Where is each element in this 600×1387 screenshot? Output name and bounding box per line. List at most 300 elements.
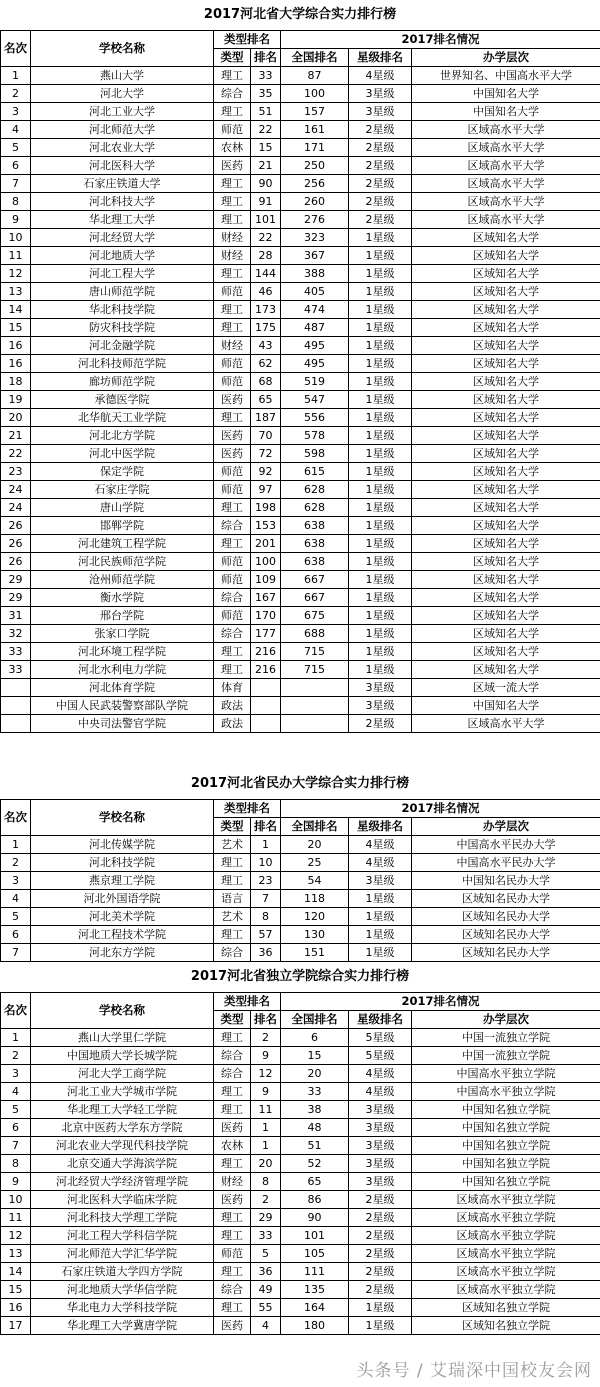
cell-school-name: 河北美术学院: [31, 908, 214, 926]
cell-school-name: 廊坊师范学院: [31, 373, 214, 391]
table-row: [1, 836, 600, 854]
cell-school-name: 华北科技学院: [31, 301, 214, 319]
cell-school-name: 邯郸学院: [31, 517, 214, 535]
cell-type-rank: 9: [251, 1047, 281, 1065]
cell-type: 艺术: [214, 836, 251, 854]
cell-type-rank: 43: [251, 337, 281, 355]
cell-star-rank: 2星级: [349, 121, 412, 139]
cell-star-rank: 2星级: [349, 715, 412, 733]
cell-school-name: 河北水利电力学院: [31, 661, 214, 679]
cell-star-rank: 1星级: [349, 1299, 412, 1317]
cell-rank: 7: [1, 175, 31, 193]
cell-star-rank: 1星级: [349, 301, 412, 319]
header-national-rank: 全国排名: [281, 1011, 349, 1029]
cell-type-rank: 11: [251, 1101, 281, 1119]
cell-school-name: 河北经贸大学: [31, 229, 214, 247]
table-row: [1, 607, 600, 625]
cell-star-rank: 1星级: [349, 463, 412, 481]
table-row: [1, 854, 600, 872]
cell-national-rank: 715: [281, 661, 349, 679]
cell-level: 区域知名大学: [412, 589, 600, 607]
cell-level: 中国一流独立学院: [412, 1047, 600, 1065]
cell-rank: 31: [1, 607, 31, 625]
table-row: [1, 571, 600, 589]
cell-national-rank: 628: [281, 481, 349, 499]
cell-type-rank: 36: [251, 1263, 281, 1281]
cell-school-name: 河北环境工程学院: [31, 643, 214, 661]
cell-rank: 12: [1, 265, 31, 283]
cell-type-rank: 46: [251, 283, 281, 301]
ranking-table: [0, 799, 600, 962]
cell-star-rank: 1星级: [349, 571, 412, 589]
cell-type: 综合: [214, 85, 251, 103]
cell-rank: 15: [1, 1281, 31, 1299]
cell-level: 区域知名大学: [412, 427, 600, 445]
cell-type: 理工: [214, 1263, 251, 1281]
cell-type-rank: 33: [251, 1227, 281, 1245]
table-row: [1, 319, 600, 337]
cell-national-rank: 20: [281, 836, 349, 854]
table-row: [1, 1245, 600, 1263]
cell-type: 理工: [214, 499, 251, 517]
cell-type-rank: [251, 679, 281, 697]
cell-school-name: 华北理工大学轻工学院: [31, 1101, 214, 1119]
cell-star-rank: 2星级: [349, 1263, 412, 1281]
table-row: [1, 337, 600, 355]
cell-star-rank: 1星级: [349, 445, 412, 463]
table-row: [1, 517, 600, 535]
cell-star-rank: 3星级: [349, 697, 412, 715]
cell-type-rank: 175: [251, 319, 281, 337]
table-row: [1, 926, 600, 944]
header-type-ranking: 类型排名: [214, 993, 281, 1011]
cell-level: 区域知名大学: [412, 283, 600, 301]
cell-school-name: 河北师范大学: [31, 121, 214, 139]
table-row: [1, 211, 600, 229]
cell-type-rank: 1: [251, 836, 281, 854]
cell-level: 区域知名民办大学: [412, 926, 600, 944]
cell-type-rank: 33: [251, 67, 281, 85]
cell-star-rank: 1星级: [349, 553, 412, 571]
cell-type: 理工: [214, 301, 251, 319]
cell-level: 中国知名独立学院: [412, 1137, 600, 1155]
cell-type: 理工: [214, 103, 251, 121]
cell-national-rank: 556: [281, 409, 349, 427]
cell-type: 师范: [214, 463, 251, 481]
table-row: [1, 265, 600, 283]
cell-school-name: 河北大学: [31, 85, 214, 103]
table-row: [1, 679, 600, 697]
table-title: 2017河北省大学综合实力排行榜: [203, 7, 397, 22]
cell-star-rank: 1星级: [349, 409, 412, 427]
cell-type: 医药: [214, 427, 251, 445]
cell-level: 区域知名大学: [412, 247, 600, 265]
cell-type: 财经: [214, 1173, 251, 1191]
header-school-name: 学校名称: [31, 993, 214, 1029]
cell-type: 理工: [214, 1101, 251, 1119]
table-row: [1, 301, 600, 319]
cell-rank: 26: [1, 535, 31, 553]
cell-type-rank: 70: [251, 427, 281, 445]
cell-school-name: 河北中医学院: [31, 445, 214, 463]
cell-national-rank: 33: [281, 1083, 349, 1101]
cell-school-name: 河北医科大学临床学院: [31, 1191, 214, 1209]
table-row: [1, 715, 600, 733]
cell-type: 师范: [214, 571, 251, 589]
header-type: 类型: [214, 1011, 251, 1029]
cell-type-rank: 201: [251, 535, 281, 553]
cell-school-name: 河北科技师范学院: [31, 355, 214, 373]
cell-type: 综合: [214, 517, 251, 535]
table-row: [1, 697, 600, 715]
cell-type: 综合: [214, 1281, 251, 1299]
header-star-rank: 星级排名: [349, 1011, 412, 1029]
cell-school-name: 河北农业大学现代科技学院: [31, 1137, 214, 1155]
cell-type: 理工: [214, 409, 251, 427]
cell-type: 师范: [214, 121, 251, 139]
cell-national-rank: 111: [281, 1263, 349, 1281]
cell-type-rank: 22: [251, 229, 281, 247]
header-type-ranking: 类型排名: [214, 31, 281, 49]
cell-star-rank: 1星级: [349, 908, 412, 926]
cell-type-rank: 144: [251, 265, 281, 283]
header-type: 类型: [214, 818, 251, 836]
cell-type: 理工: [214, 67, 251, 85]
cell-rank: 10: [1, 1191, 31, 1209]
cell-level: 中国知名独立学院: [412, 1155, 600, 1173]
cell-level: 区域知名大学: [412, 391, 600, 409]
cell-star-rank: 1星级: [349, 391, 412, 409]
cell-star-rank: 1星级: [349, 373, 412, 391]
cell-rank: 7: [1, 944, 31, 962]
cell-school-name: 沧州师范学院: [31, 571, 214, 589]
cell-level: 区域知名民办大学: [412, 890, 600, 908]
cell-national-rank: 250: [281, 157, 349, 175]
cell-star-rank: 2星级: [349, 1245, 412, 1263]
cell-type-rank: 7: [251, 890, 281, 908]
cell-school-name: 衡水学院: [31, 589, 214, 607]
cell-rank: 9: [1, 1173, 31, 1191]
cell-school-name: 燕山大学: [31, 67, 214, 85]
cell-level: 区域高水平大学: [412, 211, 600, 229]
cell-level: 中国知名大学: [412, 103, 600, 121]
cell-school-name: 河北科技大学理工学院: [31, 1209, 214, 1227]
cell-type: 理工: [214, 1155, 251, 1173]
cell-school-name: 石家庄学院: [31, 481, 214, 499]
cell-star-rank: 3星级: [349, 872, 412, 890]
table-row: [1, 535, 600, 553]
cell-national-rank: 323: [281, 229, 349, 247]
cell-star-rank: 2星级: [349, 157, 412, 175]
cell-type-rank: 57: [251, 926, 281, 944]
cell-star-rank: 3星级: [349, 1119, 412, 1137]
cell-rank: 14: [1, 1263, 31, 1281]
cell-level: 区域高水平独立学院: [412, 1281, 600, 1299]
cell-rank: 3: [1, 1065, 31, 1083]
cell-type-rank: 49: [251, 1281, 281, 1299]
cell-type: 医药: [214, 157, 251, 175]
cell-star-rank: 1星级: [349, 944, 412, 962]
cell-school-name: 河北农业大学: [31, 139, 214, 157]
cell-type-rank: [251, 697, 281, 715]
cell-type-rank: 21: [251, 157, 281, 175]
cell-type: 综合: [214, 1065, 251, 1083]
cell-national-rank: 130: [281, 926, 349, 944]
table-row: [1, 1281, 600, 1299]
cell-rank: 15: [1, 319, 31, 337]
cell-school-name: 北京中医药大学东方学院: [31, 1119, 214, 1137]
cell-type-rank: 10: [251, 854, 281, 872]
cell-rank: 22: [1, 445, 31, 463]
cell-national-rank: 161: [281, 121, 349, 139]
cell-national-rank: 157: [281, 103, 349, 121]
cell-national-rank: 101: [281, 1227, 349, 1245]
cell-rank: 8: [1, 193, 31, 211]
table-row: [1, 409, 600, 427]
cell-type-rank: 2: [251, 1191, 281, 1209]
cell-type: 理工: [214, 1209, 251, 1227]
cell-rank: [1, 697, 31, 715]
cell-level: 区域知名大学: [412, 445, 600, 463]
cell-national-rank: 171: [281, 139, 349, 157]
cell-rank: 5: [1, 1101, 31, 1119]
cell-rank: 2: [1, 85, 31, 103]
cell-national-rank: 276: [281, 211, 349, 229]
cell-national-rank: 6: [281, 1029, 349, 1047]
cell-type-rank: 72: [251, 445, 281, 463]
cell-type: 财经: [214, 229, 251, 247]
cell-national-rank: 715: [281, 643, 349, 661]
header-2017-ranking: 2017排名情况: [281, 993, 600, 1011]
table-title: 2017河北省民办大学综合实力排行榜: [190, 776, 410, 791]
table-row: [1, 85, 600, 103]
cell-type: 理工: [214, 1299, 251, 1317]
table-title: 2017河北省独立学院综合实力排行榜: [190, 969, 410, 984]
cell-rank: 29: [1, 571, 31, 589]
cell-star-rank: 3星级: [349, 1137, 412, 1155]
cell-national-rank: 388: [281, 265, 349, 283]
cell-rank: 20: [1, 409, 31, 427]
cell-level: 区域知名大学: [412, 661, 600, 679]
cell-level: 区域知名大学: [412, 625, 600, 643]
cell-national-rank: [281, 715, 349, 733]
cell-school-name: 中国地质大学长城学院: [31, 1047, 214, 1065]
cell-rank: 3: [1, 103, 31, 121]
cell-star-rank: 1星级: [349, 283, 412, 301]
cell-type: 师范: [214, 1245, 251, 1263]
cell-national-rank: 51: [281, 1137, 349, 1155]
cell-type-rank: 2: [251, 1029, 281, 1047]
table-row: [1, 1047, 600, 1065]
table-row: [1, 499, 600, 517]
cell-rank: 17: [1, 1317, 31, 1335]
cell-rank: 24: [1, 499, 31, 517]
ranking-section-3: [0, 962, 600, 1335]
cell-star-rank: 1星级: [349, 265, 412, 283]
cell-national-rank: 578: [281, 427, 349, 445]
cell-type-rank: 101: [251, 211, 281, 229]
cell-type-rank: 198: [251, 499, 281, 517]
cell-rank: 26: [1, 517, 31, 535]
cell-school-name: 河北医科大学: [31, 157, 214, 175]
table-row: [1, 1191, 600, 1209]
cell-type-rank: 1: [251, 1119, 281, 1137]
cell-star-rank: 1星级: [349, 427, 412, 445]
cell-type-rank: 167: [251, 589, 281, 607]
cell-star-rank: 2星级: [349, 175, 412, 193]
table-row: [1, 445, 600, 463]
cell-type-rank: 15: [251, 139, 281, 157]
header-national-rank: 全国排名: [281, 49, 349, 67]
cell-level: 区域高水平独立学院: [412, 1227, 600, 1245]
cell-rank: 3: [1, 872, 31, 890]
cell-type-rank: 173: [251, 301, 281, 319]
cell-level: 区域知名大学: [412, 355, 600, 373]
cell-rank: 4: [1, 890, 31, 908]
cell-national-rank: 495: [281, 337, 349, 355]
header-row: [1, 993, 600, 1011]
cell-school-name: 河北地质大学: [31, 247, 214, 265]
cell-school-name: 燕京理工学院: [31, 872, 214, 890]
table-row: [1, 355, 600, 373]
ranking-section-2: [0, 769, 600, 962]
cell-type: 理工: [214, 1227, 251, 1245]
cell-star-rank: 2星级: [349, 193, 412, 211]
cell-national-rank: 260: [281, 193, 349, 211]
cell-national-rank: 638: [281, 535, 349, 553]
cell-rank: [1, 715, 31, 733]
cell-level: 区域知名大学: [412, 409, 600, 427]
cell-rank: 9: [1, 211, 31, 229]
cell-national-rank: 54: [281, 872, 349, 890]
cell-type-rank: 68: [251, 373, 281, 391]
cell-type: 理工: [214, 661, 251, 679]
cell-type-rank: 91: [251, 193, 281, 211]
cell-national-rank: 100: [281, 85, 349, 103]
cell-school-name: 唐山学院: [31, 499, 214, 517]
table-row: [1, 1299, 600, 1317]
table-row: [1, 1317, 600, 1335]
cell-type-rank: 216: [251, 643, 281, 661]
cell-national-rank: 628: [281, 499, 349, 517]
cell-type-rank: 8: [251, 1173, 281, 1191]
cell-national-rank: 52: [281, 1155, 349, 1173]
cell-type: 医药: [214, 1191, 251, 1209]
cell-type: 综合: [214, 625, 251, 643]
cell-rank: 13: [1, 1245, 31, 1263]
header-row: [1, 31, 600, 49]
table-row: [1, 890, 600, 908]
cell-type-rank: 187: [251, 409, 281, 427]
cell-level: 区域高水平大学: [412, 139, 600, 157]
cell-school-name: 石家庄铁道大学: [31, 175, 214, 193]
header-type-rank: 排名: [251, 818, 281, 836]
cell-national-rank: 25: [281, 854, 349, 872]
cell-type-rank: 51: [251, 103, 281, 121]
cell-level: 世界知名、中国高水平大学: [412, 67, 600, 85]
cell-type: 理工: [214, 535, 251, 553]
cell-school-name: 石家庄铁道大学四方学院: [31, 1263, 214, 1281]
cell-type: 理工: [214, 854, 251, 872]
cell-star-rank: 1星级: [349, 355, 412, 373]
cell-national-rank: [281, 697, 349, 715]
cell-type-rank: 55: [251, 1299, 281, 1317]
header-national-rank: 全国排名: [281, 818, 349, 836]
ranking-table: [0, 992, 600, 1335]
cell-rank: 24: [1, 481, 31, 499]
cell-level: 区域知名大学: [412, 571, 600, 589]
cell-rank: 10: [1, 229, 31, 247]
cell-school-name: 河北地质大学华信学院: [31, 1281, 214, 1299]
table-row: [1, 589, 600, 607]
cell-star-rank: 1星级: [349, 1317, 412, 1335]
cell-national-rank: 495: [281, 355, 349, 373]
cell-level: 区域知名大学: [412, 229, 600, 247]
table-row: [1, 1227, 600, 1245]
cell-national-rank: 688: [281, 625, 349, 643]
header-type: 类型: [214, 49, 251, 67]
cell-rank: 16: [1, 355, 31, 373]
cell-star-rank: 4星级: [349, 836, 412, 854]
cell-type-rank: 35: [251, 85, 281, 103]
cell-star-rank: 1星级: [349, 319, 412, 337]
table-row: [1, 229, 600, 247]
cell-star-rank: 1星级: [349, 890, 412, 908]
cell-level: 区域知名独立学院: [412, 1299, 600, 1317]
cell-level: 区域高水平独立学院: [412, 1191, 600, 1209]
cell-type: 医药: [214, 445, 251, 463]
cell-level: 区域知名大学: [412, 643, 600, 661]
cell-type: 综合: [214, 589, 251, 607]
cell-rank: 11: [1, 247, 31, 265]
cell-school-name: 承德医学院: [31, 391, 214, 409]
cell-school-name: 河北经贸大学经济管理学院: [31, 1173, 214, 1191]
table-row: [1, 103, 600, 121]
cell-national-rank: 90: [281, 1209, 349, 1227]
cell-star-rank: 1星级: [349, 643, 412, 661]
header-school-name: 学校名称: [31, 800, 214, 836]
cell-national-rank: 667: [281, 589, 349, 607]
cell-type-rank: 170: [251, 607, 281, 625]
cell-type: 医药: [214, 391, 251, 409]
cell-school-name: 北京交通大学海滨学院: [31, 1155, 214, 1173]
cell-type-rank: 92: [251, 463, 281, 481]
cell-national-rank: 151: [281, 944, 349, 962]
cell-star-rank: 1星级: [349, 589, 412, 607]
cell-national-rank: 487: [281, 319, 349, 337]
cell-rank: 23: [1, 463, 31, 481]
header-rank: 名次: [1, 993, 31, 1029]
cell-type: 师范: [214, 553, 251, 571]
cell-star-rank: 1星级: [349, 625, 412, 643]
cell-rank: 8: [1, 1155, 31, 1173]
cell-level: 中国一流独立学院: [412, 1029, 600, 1047]
cell-type: 综合: [214, 944, 251, 962]
cell-level: 区域知名民办大学: [412, 908, 600, 926]
cell-type-rank: 97: [251, 481, 281, 499]
cell-type-rank: 5: [251, 1245, 281, 1263]
cell-national-rank: 65: [281, 1173, 349, 1191]
cell-school-name: 河北工程技术学院: [31, 926, 214, 944]
cell-national-rank: 638: [281, 553, 349, 571]
cell-star-rank: 2星级: [349, 1227, 412, 1245]
cell-type-rank: 100: [251, 553, 281, 571]
cell-school-name: 河北科技学院: [31, 854, 214, 872]
cell-school-name: 河北工业大学: [31, 103, 214, 121]
table-row: [1, 1155, 600, 1173]
cell-national-rank: 118: [281, 890, 349, 908]
cell-level: 区域知名独立学院: [412, 1317, 600, 1335]
